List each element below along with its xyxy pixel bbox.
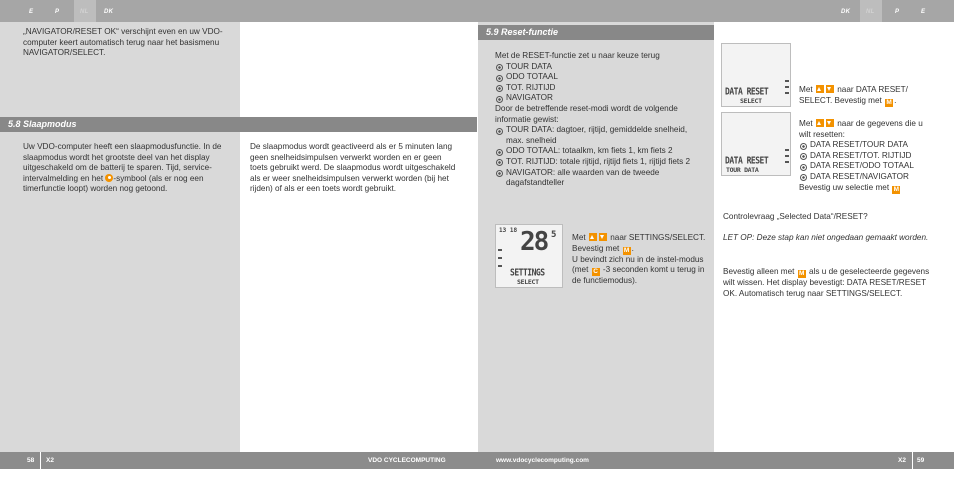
lang-tab-p-left[interactable]: P <box>55 9 60 15</box>
list-item: TOT. RIJTIJD: totale rijtijd, rijtijd fiets 1, rijtijd fiets 2 <box>495 157 707 168</box>
step-data-reset-text: Met naar DATA RESET/ SELECT. Bevestig met M . <box>799 85 908 106</box>
lcd-line1: SETTINGS <box>510 267 545 278</box>
page-bottom-margin <box>0 469 954 477</box>
lcd-line2: SELECT <box>517 278 539 286</box>
model-right: X2 <box>898 457 906 464</box>
reset-options-list <box>495 62 707 104</box>
lcd-dash <box>785 161 789 163</box>
step-select-data-text: Met naar de gegevens die u wilt resetten: DATA RESET/TOUR DATA DATA RESET/TOT. RIJTIJD DATA RESET/ODO TOTAAL DATA RESET/NAVIGATOR Bevestig uw selectie met M <box>799 119 929 194</box>
sleep-mode-text-col1: Uw VDO-computer heeft een slaapmodusfunctie. In de slaapmodus wordt het grootste deel van het display uitgeschakeld om de batterij te sparen. Tijd, service-intervalmelding en het -symbool (als er nog een timerfunctie loopt) worden nog getoond. <box>23 142 222 194</box>
list-item: DATA RESET/NAVIGATOR <box>799 172 929 183</box>
lcd-dash <box>498 257 502 259</box>
list-item: DATA RESET/TOT. RIJTIJD <box>799 151 929 162</box>
list-item: DATA RESET/ODO TOTAAL <box>799 161 929 172</box>
clear-key-icon: C <box>593 268 598 276</box>
reset-modes-list <box>495 125 707 189</box>
top-language-bar <box>0 0 954 22</box>
left-page-col1-bg <box>0 22 240 452</box>
list-item: TOT. RIJTIJD <box>495 83 707 94</box>
mode-key-icon: M <box>893 185 900 193</box>
page-number-left: 58 <box>27 457 35 464</box>
lcd-speed: 28 <box>520 227 548 257</box>
data-reset-options-list <box>799 140 929 182</box>
lcd-dash <box>785 149 789 151</box>
lcd-time: 13 18 <box>499 227 518 234</box>
warning-text: LET OP: Deze stap kan niet ongedaan gemaakt worden. <box>723 233 929 242</box>
up-arrow-key-icon <box>816 119 824 127</box>
lcd-dash <box>498 265 502 267</box>
website-link[interactable]: www.vdocyclecomputing.com <box>496 457 589 464</box>
lcd-line2: SELECT <box>740 97 762 105</box>
down-arrow-key-icon <box>599 233 607 241</box>
section-title-sleep-mode: 5.8 Slaapmodus <box>0 117 477 132</box>
navigator-reset-text: „NAVIGATOR/RESET OK“ verschijnt even en uw VDO-computer keert automatisch terug naar het basismenu NAVIGATOR/SELECT. <box>23 27 223 58</box>
lcd-dash <box>785 155 789 157</box>
lang-tab-dk-right[interactable]: DK <box>841 9 851 15</box>
list-item: DATA RESET/TOUR DATA <box>799 140 929 151</box>
lang-tab-nl-right[interactable]: NL <box>866 9 875 15</box>
page-number-right: 59 <box>917 457 925 464</box>
lcd-line1: DATA RESET <box>725 86 769 97</box>
reset-modes-intro: Door de betreffende reset-modi wordt de volgende informatie gewist: <box>495 103 678 124</box>
final-confirm-text: Bevestig alleen met M als u de geselecteerde gegevens wilt wissen. Het display bevestigt: DATA RESET/RESET OK. Automatisch terug naar SETTINGS/SELECT. <box>723 267 930 298</box>
lcd-speed-decimal: 5 <box>551 230 557 240</box>
step-settings-text: Met naar SETTINGS/SELECT. Bevestig met M . U bevindt zich nu in de instel-modus (met C -3 seconden komt u terug in de functiemodus). <box>572 233 706 286</box>
control-question: Controlevraag „Selected Data“/RESET? <box>723 212 868 221</box>
lcd-data-reset-tour-data <box>721 112 791 176</box>
lcd-settings-select <box>495 224 563 288</box>
footer-separator <box>912 452 913 469</box>
list-item: NAVIGATOR <box>495 93 707 104</box>
list-item: NAVIGATOR: alle waarden van de tweede dagafstandteller <box>495 168 707 189</box>
lang-tab-p-right[interactable]: P <box>895 9 900 15</box>
reset-intro-block <box>495 51 707 189</box>
lcd-dash <box>785 92 789 94</box>
footer-bar <box>0 452 954 469</box>
lcd-dash <box>785 80 789 82</box>
mode-key-icon: M <box>886 98 892 106</box>
footer-separator <box>40 452 41 469</box>
mode-key-icon: M <box>799 270 805 277</box>
list-item: TOUR DATA: dagtoer, rijtijd, gemiddelde snelheid, max. snelheid <box>495 125 707 146</box>
lcd-data-reset-select <box>721 43 791 107</box>
list-item: TOUR DATA <box>495 62 707 73</box>
list-item: ODO TOTAAL: totaalkm, km fiets 1, km fiets 2 <box>495 146 707 157</box>
list-item: ODO TOTAAL <box>495 72 707 83</box>
section-title-reset-function: 5.9 Reset-functie <box>478 25 714 40</box>
lcd-line1: DATA RESET <box>725 155 769 166</box>
lang-tab-e-right[interactable]: E <box>921 9 926 15</box>
down-arrow-key-icon <box>826 119 834 127</box>
down-arrow-key-icon <box>826 85 834 93</box>
mode-key-icon: M <box>623 246 630 254</box>
brand-name: VDO CYCLECOMPUTING <box>368 457 446 464</box>
lcd-line2: TOUR DATA <box>726 166 759 174</box>
reset-intro: Met de RESET-functie zet u naar keuze terug <box>495 51 660 60</box>
lang-tab-nl-left[interactable]: NL <box>80 9 89 15</box>
lcd-dash <box>785 86 789 88</box>
up-arrow-key-icon <box>589 233 597 241</box>
sleep-mode-text-col2: De slaapmodus wordt geactiveerd als er 5 minuten lang geen snelheidsimpulsen verwerkt worden en er geen toets gebruikt werd. De slaapmodus wordt uitgeschakeld als er weer snelheidsimpulsen verwerkt worden (bij het rijden) of als er een toets wordt gebruikt. <box>250 142 456 194</box>
model-left: X2 <box>46 457 54 464</box>
lang-tab-dk-left[interactable]: DK <box>104 9 114 15</box>
lcd-dash <box>498 249 502 251</box>
up-arrow-key-icon <box>816 85 824 93</box>
lang-tab-e-left[interactable]: E <box>29 9 34 15</box>
